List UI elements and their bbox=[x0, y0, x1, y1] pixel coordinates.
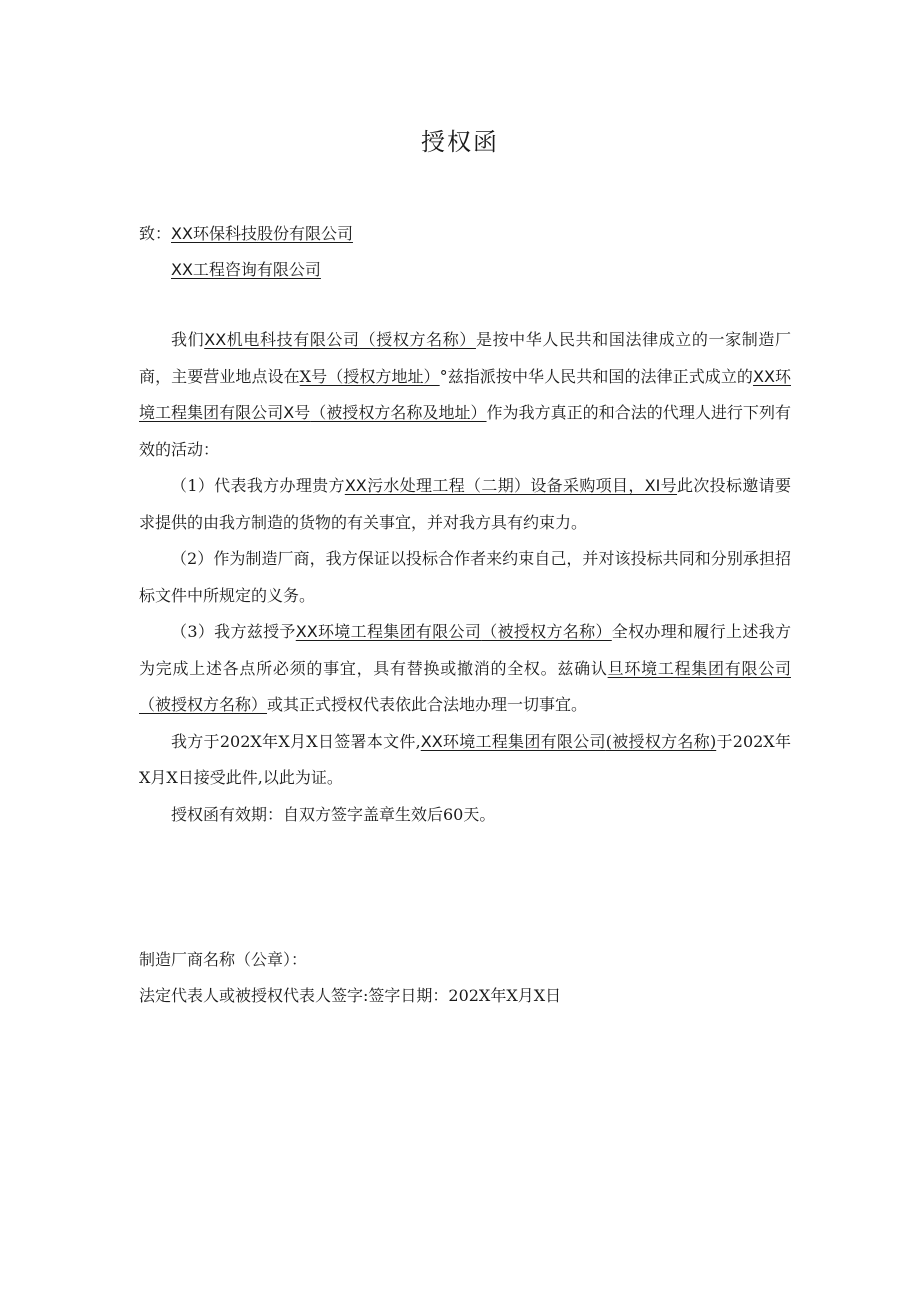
item-3-text-1: （3）我方兹授予 bbox=[171, 622, 296, 641]
item-3-agent-company: XX环境工程集团有限公司 bbox=[295, 622, 482, 641]
item-3-paragraph bbox=[139, 614, 791, 724]
intro-text-1: 我们 bbox=[171, 330, 205, 349]
recipient-line-1 bbox=[139, 224, 353, 244]
document-title: 授权函 bbox=[421, 128, 499, 156]
recipient-1: XX环保科技股份有限公司 bbox=[171, 224, 353, 243]
signing-paragraph bbox=[139, 724, 791, 797]
item-2-paragraph: （2）作为制造厂商，我方保证以投标合作者来约束自己，并对该投标共同和分别承担招标文件中所规定的义务。 bbox=[139, 549, 791, 605]
signing-text-2: 于202X年X月X日接受此件,以此为证。 bbox=[139, 731, 791, 787]
item-3-agent2-note: （被授权方名称） bbox=[139, 695, 268, 714]
authorizer-company: XX机电科技有限公司 bbox=[204, 330, 360, 349]
representative-signature-line: 法定代表人或被授权代表人签字:签字日期：202X年X月X日 bbox=[139, 986, 562, 1005]
item-1-text-1: （1）代表我方办理贵方 bbox=[171, 476, 345, 495]
authorizer-note: （授权方名称） bbox=[359, 330, 476, 349]
item-1-text-2: 此次投标邀请要求提供的由我方制造的货物的有关事宜，并对我方具有约束力。 bbox=[139, 476, 791, 532]
agent-company: XX环境工程集团有限公司X号 bbox=[139, 366, 791, 422]
signing-agent-note: (被授权方名称) bbox=[605, 731, 717, 751]
intro-text-3: °兹指派按中华人民共和国的法律正式成立的 bbox=[439, 366, 753, 386]
intro-paragraph bbox=[139, 322, 791, 468]
project-name: XX污水处理工程（二期）设备采购项目，XI号 bbox=[344, 476, 678, 495]
recipient-2: XX工程咨询有限公司 bbox=[171, 260, 321, 279]
item-3-text-2: 全权办理和履行上述我方为完成上述各点所必须的事宜，具有替换或撤消的全权。兹确认 bbox=[139, 622, 791, 678]
authorizer-address: X号（授权方地址） bbox=[299, 366, 440, 386]
manufacturer-seal-line: 制造厂商名称（公章）： bbox=[139, 950, 308, 969]
intro-text-2: 是按中华人民共和国法律成立的一家制造厂商，主要营业地点设在 bbox=[139, 330, 791, 386]
signing-agent bbox=[421, 732, 716, 751]
item-1-paragraph bbox=[139, 468, 791, 541]
intro-text-4: 作为我方真正的和合法的代理人进行下列有效的活动： bbox=[139, 403, 791, 459]
validity-paragraph: 授权函有效期：自双方签字盖章生效后60天。 bbox=[171, 804, 496, 824]
signing-text-1: 我方于202X年X月X日签署本文件, bbox=[171, 731, 421, 751]
item-3-agent bbox=[296, 622, 612, 641]
recipient-line-2 bbox=[171, 260, 321, 280]
item-3-agent-note: （被授权方名称） bbox=[481, 622, 612, 641]
signing-agent-company: XX环境工程集团有限公司 bbox=[420, 731, 606, 751]
to-prefix: 致： bbox=[139, 224, 172, 243]
item-3-text-3: 或其正式授权代表依此合法地办理一切事宜。 bbox=[267, 695, 588, 714]
authorizer-name bbox=[204, 330, 476, 349]
letter-body bbox=[139, 322, 791, 833]
agent-note: （被授权方名称及地址） bbox=[310, 403, 487, 422]
item-3-agent2-company: 旦环境工程集团有限公司 bbox=[607, 658, 791, 678]
